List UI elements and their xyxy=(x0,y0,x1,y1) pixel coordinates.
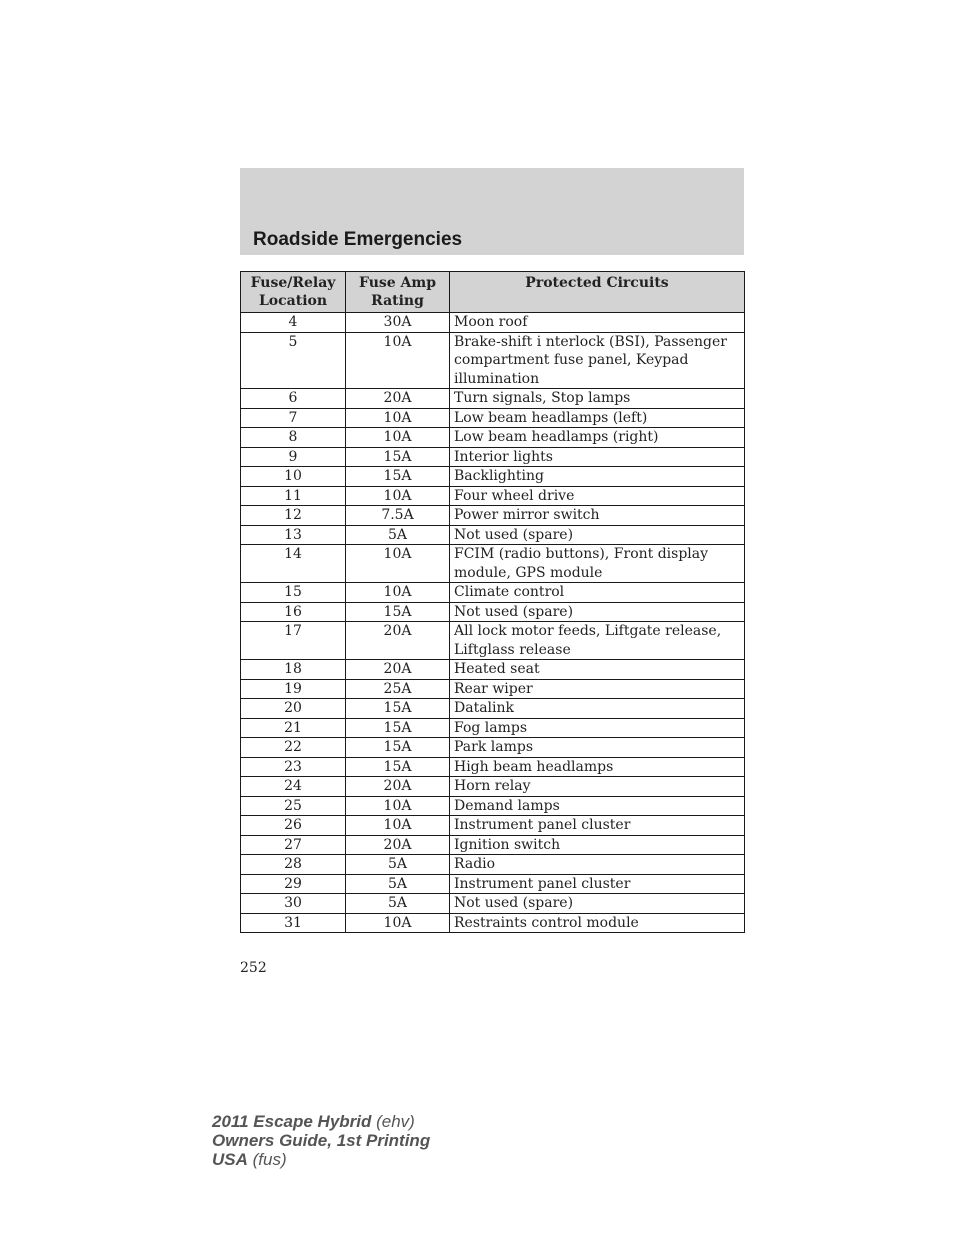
cell-rating: 15A xyxy=(346,467,450,487)
cell-rating: 15A xyxy=(346,447,450,467)
table-body xyxy=(241,313,745,933)
header-location: Fuse/Relay Location xyxy=(241,272,346,313)
cell-circuits: Low beam headlamps (right) xyxy=(450,428,745,448)
cell-circuits: Horn relay xyxy=(450,777,745,797)
footer-model: 2011 Escape Hybrid xyxy=(212,1112,372,1131)
cell-rating: 10A xyxy=(346,428,450,448)
cell-rating: 30A xyxy=(346,313,450,333)
table-row xyxy=(241,738,745,758)
table-header-row xyxy=(241,272,745,313)
cell-location: 13 xyxy=(241,525,346,545)
cell-rating: 10A xyxy=(346,816,450,836)
cell-rating: 25A xyxy=(346,679,450,699)
cell-location: 22 xyxy=(241,738,346,758)
cell-circuits: All lock motor feeds, Liftgate release, Liftglass release xyxy=(450,622,745,660)
table-row xyxy=(241,408,745,428)
cell-rating: 10A xyxy=(346,796,450,816)
table-row xyxy=(241,332,745,389)
cell-circuits: Park lamps xyxy=(450,738,745,758)
cell-circuits: Not used (spare) xyxy=(450,894,745,914)
cell-location: 24 xyxy=(241,777,346,797)
cell-circuits: High beam headlamps xyxy=(450,757,745,777)
cell-circuits: Datalink xyxy=(450,699,745,719)
table-row xyxy=(241,855,745,875)
table-row xyxy=(241,679,745,699)
table-row xyxy=(241,622,745,660)
header-rating: Fuse Amp Rating xyxy=(346,272,450,313)
cell-location: 23 xyxy=(241,757,346,777)
cell-circuits: Rear wiper xyxy=(450,679,745,699)
cell-rating: 15A xyxy=(346,699,450,719)
cell-circuits: Brake-shift i nterlock (BSI), Passenger compartment fuse panel, Keypad illumination xyxy=(450,332,745,389)
cell-circuits: Ignition switch xyxy=(450,835,745,855)
cell-circuits: Demand lamps xyxy=(450,796,745,816)
cell-location: 16 xyxy=(241,602,346,622)
cell-circuits: Not used (spare) xyxy=(450,525,745,545)
table-row xyxy=(241,428,745,448)
cell-circuits: Instrument panel cluster xyxy=(450,816,745,836)
footer-market: USA xyxy=(212,1150,248,1169)
cell-location: 31 xyxy=(241,913,346,933)
cell-rating: 5A xyxy=(346,525,450,545)
table-row xyxy=(241,389,745,409)
table-row xyxy=(241,874,745,894)
table-row xyxy=(241,486,745,506)
cell-location: 5 xyxy=(241,332,346,389)
table-row xyxy=(241,699,745,719)
table-row xyxy=(241,757,745,777)
cell-location: 6 xyxy=(241,389,346,409)
cell-rating: 7.5A xyxy=(346,506,450,526)
cell-rating: 20A xyxy=(346,389,450,409)
cell-location: 11 xyxy=(241,486,346,506)
section-title: Roadside Emergencies xyxy=(253,229,463,250)
table-row xyxy=(241,506,745,526)
cell-circuits: Not used (spare) xyxy=(450,602,745,622)
cell-circuits: Power mirror switch xyxy=(450,506,745,526)
table-row xyxy=(241,913,745,933)
cell-location: 9 xyxy=(241,447,346,467)
cell-circuits: Backlighting xyxy=(450,467,745,487)
cell-rating: 20A xyxy=(346,622,450,660)
header-circuits: Protected Circuits xyxy=(450,272,745,313)
cell-rating: 15A xyxy=(346,602,450,622)
page-number: 252 xyxy=(240,960,267,976)
cell-location: 10 xyxy=(241,467,346,487)
cell-location: 27 xyxy=(241,835,346,855)
table-row xyxy=(241,718,745,738)
cell-location: 20 xyxy=(241,699,346,719)
fuse-table xyxy=(240,271,745,933)
footer-market-code: (fus) xyxy=(247,1150,287,1169)
footer-model-code: (ehv) xyxy=(371,1112,415,1131)
cell-location: 14 xyxy=(241,545,346,583)
table-row xyxy=(241,313,745,333)
table-row xyxy=(241,777,745,797)
cell-circuits: FCIM (radio buttons), Front display module, GPS module xyxy=(450,545,745,583)
cell-location: 8 xyxy=(241,428,346,448)
table-row xyxy=(241,467,745,487)
footer xyxy=(212,1112,430,1169)
cell-rating: 20A xyxy=(346,835,450,855)
cell-circuits: Low beam headlamps (left) xyxy=(450,408,745,428)
footer-line-1 xyxy=(212,1112,430,1131)
cell-rating: 15A xyxy=(346,757,450,777)
table-row xyxy=(241,660,745,680)
cell-location: 21 xyxy=(241,718,346,738)
cell-rating: 10A xyxy=(346,913,450,933)
cell-circuits: Four wheel drive xyxy=(450,486,745,506)
cell-location: 29 xyxy=(241,874,346,894)
cell-circuits: Heated seat xyxy=(450,660,745,680)
section-header-band xyxy=(240,168,744,255)
cell-rating: 10A xyxy=(346,408,450,428)
cell-rating: 5A xyxy=(346,855,450,875)
cell-circuits: Interior lights xyxy=(450,447,745,467)
cell-rating: 10A xyxy=(346,486,450,506)
cell-rating: 20A xyxy=(346,660,450,680)
cell-location: 28 xyxy=(241,855,346,875)
cell-circuits: Fog lamps xyxy=(450,718,745,738)
cell-location: 15 xyxy=(241,583,346,603)
table-row xyxy=(241,525,745,545)
footer-line-2 xyxy=(212,1131,430,1150)
cell-circuits: Moon roof xyxy=(450,313,745,333)
cell-circuits: Climate control xyxy=(450,583,745,603)
cell-rating: 15A xyxy=(346,718,450,738)
cell-location: 7 xyxy=(241,408,346,428)
cell-circuits: Turn signals, Stop lamps xyxy=(450,389,745,409)
table-row xyxy=(241,796,745,816)
cell-location: 19 xyxy=(241,679,346,699)
cell-location: 30 xyxy=(241,894,346,914)
table-row xyxy=(241,816,745,836)
cell-rating: 20A xyxy=(346,777,450,797)
cell-location: 26 xyxy=(241,816,346,836)
cell-rating: 15A xyxy=(346,738,450,758)
table-row xyxy=(241,835,745,855)
table-row xyxy=(241,583,745,603)
footer-edition: Owners Guide, 1st Printing xyxy=(212,1131,431,1150)
cell-location: 4 xyxy=(241,313,346,333)
cell-circuits: Restraints control module xyxy=(450,913,745,933)
cell-rating: 10A xyxy=(346,545,450,583)
cell-rating: 5A xyxy=(346,894,450,914)
table-row xyxy=(241,447,745,467)
cell-rating: 10A xyxy=(346,583,450,603)
cell-circuits: Radio xyxy=(450,855,745,875)
footer-line-3 xyxy=(212,1150,430,1169)
cell-circuits: Instrument panel cluster xyxy=(450,874,745,894)
table-row xyxy=(241,545,745,583)
cell-location: 17 xyxy=(241,622,346,660)
cell-location: 18 xyxy=(241,660,346,680)
table-row xyxy=(241,894,745,914)
cell-rating: 10A xyxy=(346,332,450,389)
cell-location: 12 xyxy=(241,506,346,526)
table-row xyxy=(241,602,745,622)
cell-location: 25 xyxy=(241,796,346,816)
cell-rating: 5A xyxy=(346,874,450,894)
